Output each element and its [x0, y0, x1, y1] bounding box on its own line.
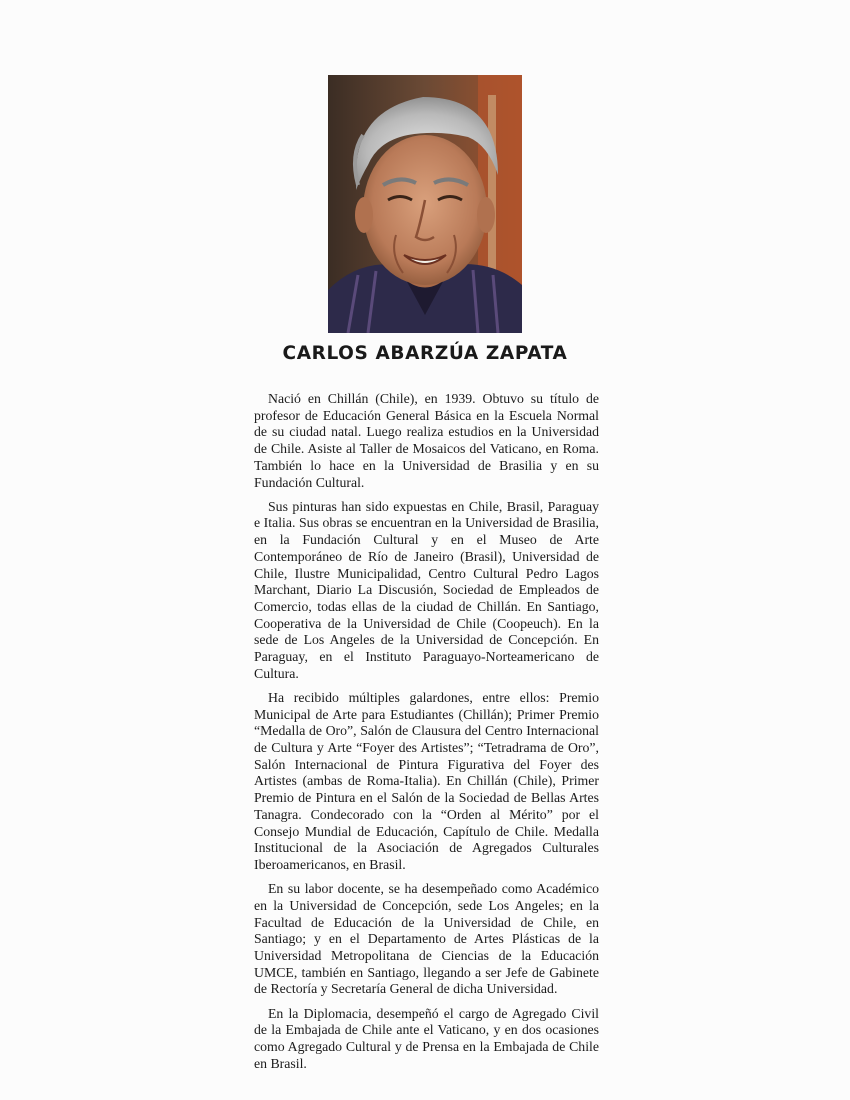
portrait-illustration — [328, 75, 522, 333]
author-name-heading: CARLOS ABARZÚA ZAPATA — [282, 343, 568, 364]
bio-paragraph-3: Ha recibido múltiples galardones, entre ellos: Premio Municipal de Arte para Estudiantes (Chillán); Primer Premio “Medalla de Oro”, Salón de Clausura del Centro Internacional de Cultura y Arte “Foyer des Artistes”; “Tetradrama de Oro”, Salón Internacional de Pintura Figurativa del Foyer des Artistes (ambas de Roma-Italia). En Chillán (Chile), Primer Premio de Pintura en el Salón de la Sociedad de Bellas Artes Tanagra. Condecorado con la “Orden al Mérito” por el Consejo Mundial de Educación, Capítulo de Chile. Medalla Institucional de la Asociación de Agregados Culturales Iberoamericanos, en Brasil. — [254, 689, 599, 872]
bio-paragraph-1: Nació en Chillán (Chile), en 1939. Obtuvo su título de profesor de Educación General Básica en la Escuela Normal de su ciudad natal. Luego realiza estudios en la Universidad de Chile. Asiste al Taller de Mosaicos del Vaticano, en Roma. También lo hace en la Universidad de Brasilia y en su Fundación Cultural. — [254, 391, 599, 490]
author-portrait-photo — [328, 75, 522, 333]
bio-paragraph-5: En la Diplomacia, desempeñó el cargo de Agregado Civil de la Embajada de Chile ante el Vaticano, y en dos ocasiones como Agregado Cultural y de Prensa en la Embajada de Chile en Brasil. — [254, 1005, 599, 1071]
bio-paragraph-4: En su labor docente, se ha desempeñado como Académico en la Universidad de Concepción, sede Los Angeles; en la Facultad de Educación de la Universidad de Chile, en Santiago; y en el Departamento de Artes Plásticas de la Universidad Metropolitana de Ciencias de la Educación UMCE, también en Santiago, llegando a ser Jefe de Gabinete de Rectoría y Secretaría General de dicha Universidad. — [254, 881, 599, 997]
bio-paragraph-2: Sus pinturas han sido expuestas en Chile, Brasil, Paraguay e Italia. Sus obras se encuentran en la Universidad de Brasilia, en la Fundación Cultural y en el Museo de Arte Contemporáneo de Río de Janeiro (Brasil), Universidad de Chile, Ilustre Municipalidad, Centro Cultural Pedro Lagos Marchant, Diario La Discusión, Sociedad de Empleados de Comercio, todas ellas de la ciudad de Chillán. En Santiago, Cooperativa de la Universidad de Chile (Coopeuch). En la sede de Los Angeles de la Universidad de Concepción. En Paraguay, en el Instituto Paraguayo-Norteamericano de Cultura. — [254, 498, 599, 681]
biography-text — [254, 391, 599, 1080]
